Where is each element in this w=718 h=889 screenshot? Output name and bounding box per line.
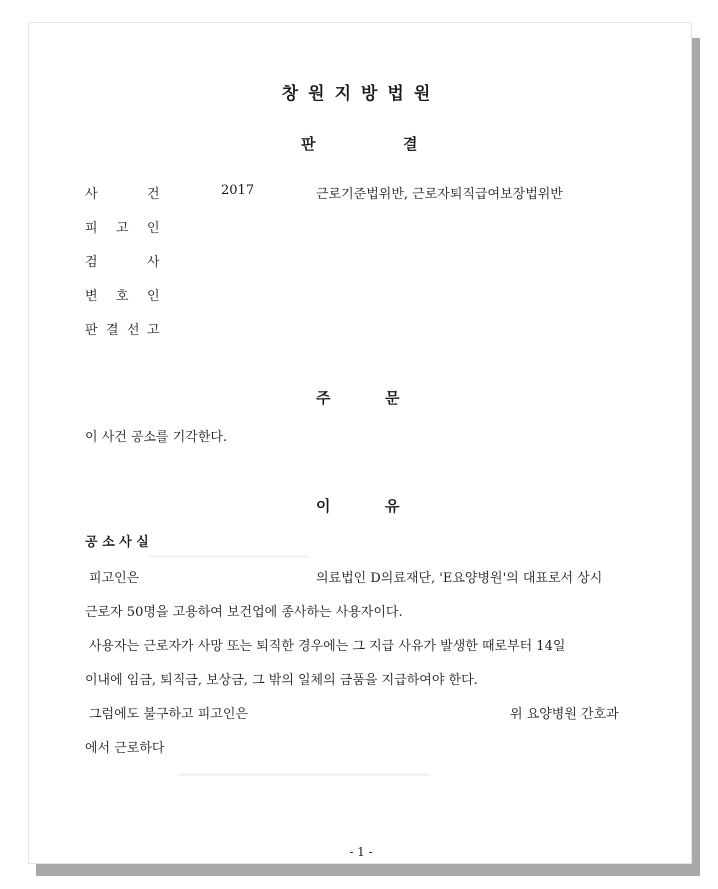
paragraph-2-line-1: 사용자는 근로자가 사망 또는 퇴직한 경우에는 그 지급 사유가 발생한 때로부터 14일: [89, 639, 566, 654]
paragraph-2-line-2: 이내에 임금, 퇴직금, 보상금, 그 밖의 일체의 금품을 지급하여야 한다.: [85, 673, 478, 688]
paragraph-1-end: 의료법인 D의료재단, 'E요양병원'의 대표로서 상시: [316, 571, 603, 586]
defendant-label-char-1: 피: [85, 221, 98, 236]
page-shadow-bottom: [36, 864, 700, 876]
case-offense: 근로기준법위반, 근로자퇴직급여보장법위반: [316, 187, 563, 202]
counsel-label-char-1: 변: [85, 289, 98, 304]
reasons-heading-left: 이: [316, 497, 331, 515]
judgment-heading-left: 판: [301, 135, 316, 153]
sentencing-label-char-3: 선: [127, 323, 140, 338]
disposition-heading-left: 주: [316, 389, 331, 407]
case-year: 2017: [221, 183, 255, 198]
paragraph-1-line-2: 근로자 50명을 고용하여 보건업에 종사하는 사용자이다.: [85, 605, 403, 620]
reasons-heading-right: 유: [385, 497, 400, 515]
court-name: 창원지방법원: [281, 84, 441, 104]
paragraph-3-line-2: 에서 근로하다: [85, 741, 165, 756]
sentencing-label-char-2: 결: [106, 323, 119, 338]
redaction-mark: [149, 555, 309, 558]
disposition-text: 이 사건 공소를 기각한다.: [85, 430, 228, 445]
paragraph-3-start: 그럼에도 불구하고 피고인은: [89, 707, 248, 722]
counsel-label-char-3: 인: [147, 289, 160, 304]
case-label-char-2: 건: [147, 187, 160, 202]
document-page: [28, 22, 692, 864]
prosecutor-label-char-2: 사: [147, 255, 160, 270]
case-label-char-1: 사: [85, 187, 98, 202]
sentencing-label-char-1: 판: [85, 323, 98, 338]
disposition-heading-right: 문: [385, 389, 400, 407]
defendant-label-char-2: 고: [116, 221, 129, 236]
judgment-heading-right: 결: [403, 135, 418, 153]
redaction-mark: [179, 773, 429, 776]
prosecutor-label-char-1: 검: [85, 255, 98, 270]
counsel-label-char-2: 호: [116, 289, 129, 304]
paragraph-3-end: 위 요양병원 간호과: [510, 707, 619, 722]
charges-section-title: 공 소 사 실: [85, 535, 149, 550]
sentencing-label-char-4: 고: [147, 323, 160, 338]
page-shadow-right: [692, 38, 700, 876]
paragraph-1-start: 피고인은: [89, 571, 140, 586]
defendant-label-char-3: 인: [147, 221, 160, 236]
page-number: - 1 -: [349, 845, 373, 859]
